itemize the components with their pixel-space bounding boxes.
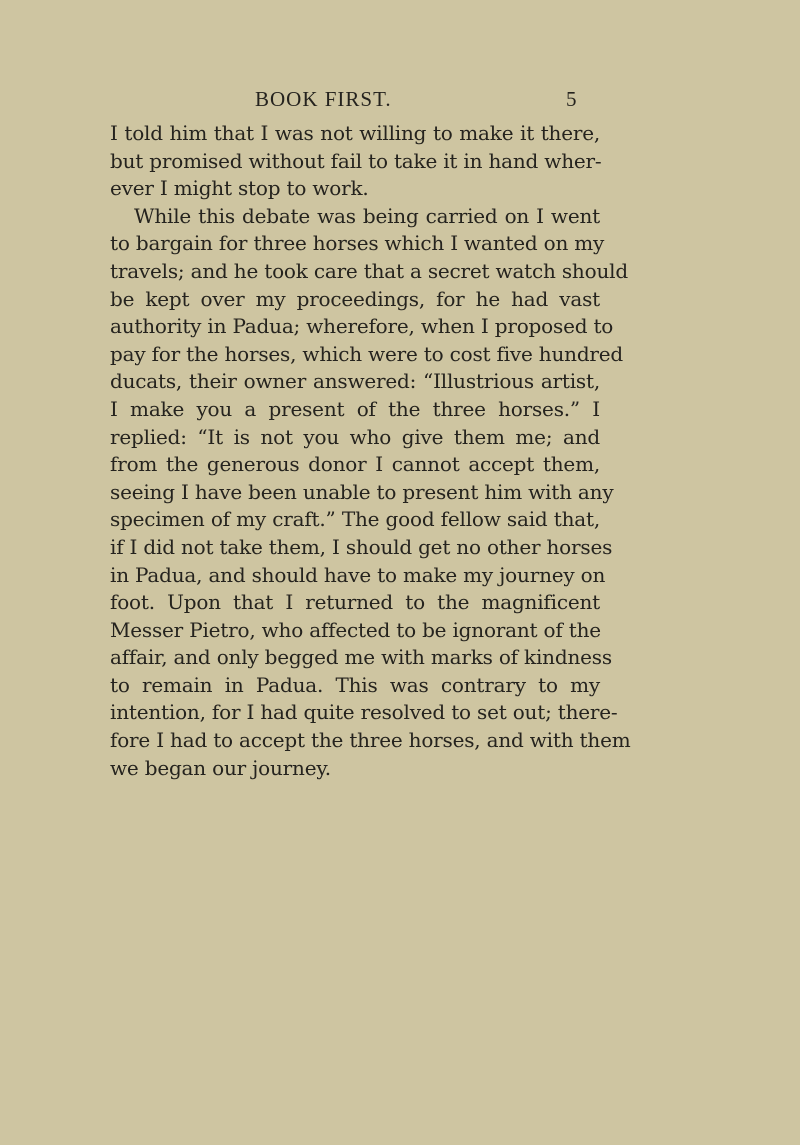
text-line: ever I might stop to work. [110, 176, 369, 201]
running-head [0, 86, 800, 112]
text-line: intention, for I had quite resolved to set out; there- [110, 700, 618, 725]
text-line: seeing I have been unable to present him with any [110, 479, 614, 504]
text-line: pay for the horses, which were to cost five hundred [110, 341, 624, 366]
text-line: I told him that I was not willing to make it there, [110, 121, 600, 145]
text-line: be kept over my proceedings, for he had vast [110, 286, 600, 311]
text-line: in Padua, and should have to make my journey on [110, 562, 606, 587]
text-line: I make you a present of the three horses.” I [110, 396, 600, 421]
page-number: 5 [566, 87, 577, 111]
running-head-title: BOOK FIRST. [255, 87, 392, 111]
text-line: but promised without fail to take it in hand wher- [110, 148, 602, 173]
text-line: While this debate was being carried on I went [134, 203, 600, 228]
text-line: from the generous donor I cannot accept them, [110, 452, 600, 477]
text-line: to bargain for three horses which I wanted on my [110, 231, 605, 256]
text-line: replied: “It is not you who give them me; and [110, 424, 600, 449]
text-line: ducats, their owner answered: “Illustrious artist, [110, 369, 600, 394]
text-line: affair, and only begged me with marks of kindness [110, 645, 612, 670]
text-line: specimen of my craft.” The good fellow said that, [110, 507, 600, 532]
body-text [110, 120, 631, 782]
text-line: to remain in Padua. This was contrary to my [110, 672, 600, 697]
text-line: fore I had to accept the three horses, and with them [110, 728, 631, 753]
text-line: travels; and he took care that a secret watch should [110, 258, 628, 283]
text-line: authority in Padua; wherefore, when I proposed to [110, 314, 614, 339]
text-line: if I did not take them, I should get no other horses [110, 534, 613, 559]
text-line: foot. Upon that I returned to the magnificent [110, 590, 600, 615]
text-line: we began our journey. [110, 755, 331, 780]
text-line: Messer Pietro, who affected to be ignorant of the [110, 617, 601, 642]
